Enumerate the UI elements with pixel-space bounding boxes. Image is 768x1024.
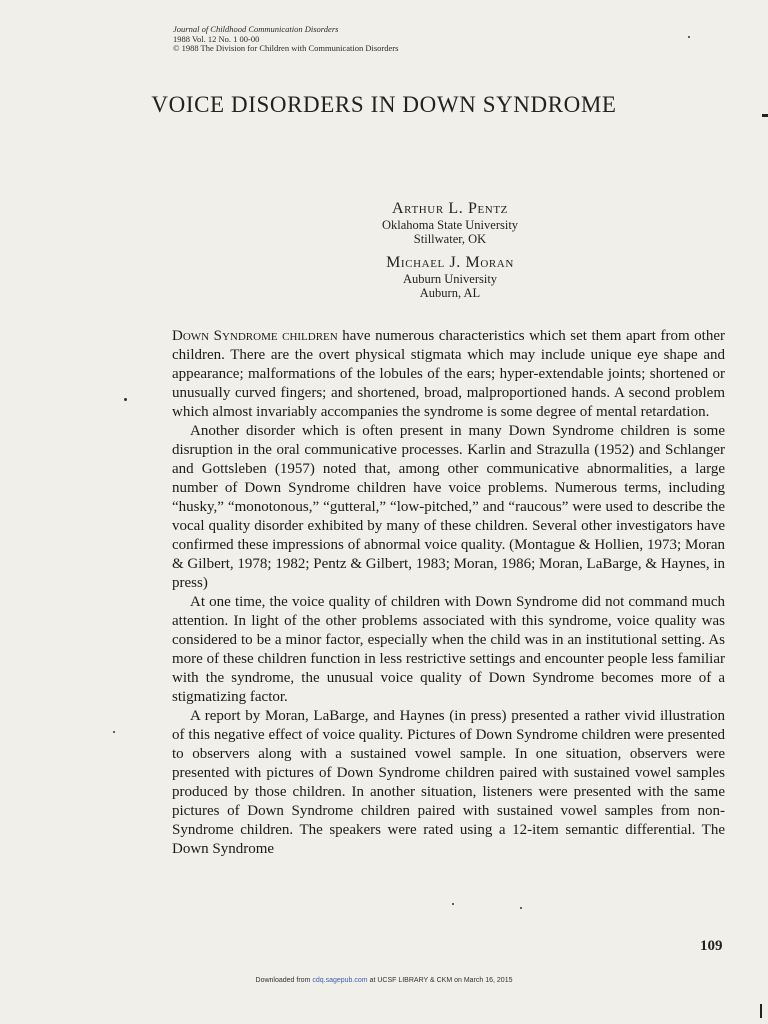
download-notice [0, 977, 768, 984]
author-block [300, 200, 600, 300]
journal-name: Journal of Childhood Communication Disorders [173, 24, 339, 34]
scan-speck [113, 731, 115, 733]
author-affiliation-1: Oklahoma State University [381, 218, 519, 232]
scan-edge-mark [762, 114, 768, 117]
paragraph-2: Another disorder which is often present in many Down Syndrome children is some disruption in the oral communicative processes. Karlin and Strazulla (1952) and Schlanger and Gottsleben (1957) noted that, among other communicative abnormalities, a large number of Down Syndrome children have voice problems. Numerous terms, including “husky,” “monotonous,” “gutteral,” “low-pitched,” and “raucous” were used to describe the vocal quality disorder exhibited by many of these children. Several other investigators have confirmed these impressions of abnormal voice quality. (Montague & Hollien, 1973; Moran & Gilbert, 1978; 1982; Pentz & Gilbert, 1983; Moran, 1986; Moran, LaBarge, & Haynes, in press) [172, 423, 725, 591]
paragraph-1 [172, 327, 725, 422]
scan-speck [520, 907, 522, 909]
author-name-2: Michael J. Moran [386, 254, 514, 271]
download-suffix: at UCSF LIBRARY & CKM on March 16, 2015 [369, 977, 513, 984]
paragraph-1-text: have numerous characteristics which set them apart from other children. There are the overt physical stigmata which may include unique eye shape and appearance; malformations of the lobules of the ears; hyper-extendable joints; shortened or unusually curved fingers; and shortened, broad, malproportioned hands. A second problem which almost invariably accompanies the syndrome is some degree of mental retardation. [172, 328, 725, 420]
download-prefix: Downloaded from [255, 977, 311, 984]
author-location-2: Auburn, AL [419, 286, 481, 300]
scan-edge-mark [760, 1004, 762, 1018]
scan-speck [452, 903, 454, 905]
paragraph-4: A report by Moran, LaBarge, and Haynes (in press) presented a rather vivid illustration of this negative effect of voice quality. Pictures of Down Syndrome children were presented to observers along with a sustained vowel sample. In one situation, observers were presented with pictures of Down Syndrome children paired with sustained vowel samples produced by those children. In another situation, listeners were presented with the same pictures of Down Syndrome children paired with sustained vowel samples from non-Syndrome children. The speakers were rated using a 12-item semantic differential. The Down Syndrome [172, 708, 725, 857]
paragraph-lead: Down Syndrome children [172, 328, 338, 344]
journal-issue: 1988 Vol. 12 No. 1 00-00 [173, 33, 260, 44]
page-number: 109 [700, 938, 723, 954]
author-name-1: Arthur L. Pentz [392, 200, 508, 217]
journal-header [173, 25, 398, 54]
body-text [172, 327, 725, 859]
scan-speck [688, 36, 690, 38]
author-affiliation-2: Auburn University [402, 272, 498, 286]
scan-speck [124, 398, 127, 401]
journal-copyright: © 1988 The Division for Children with Communication Disorders [173, 43, 399, 54]
author-location-1: Stillwater, OK [413, 232, 487, 246]
download-link[interactable]: cdq.sagepub.com [312, 977, 368, 984]
paper-title: VOICE DISORDERS IN DOWN SYNDROME [151, 92, 617, 117]
paragraph-3: At one time, the voice quality of children with Down Syndrome did not command much attention. In light of the other problems associated with this syndrome, voice quality was considered to be a minor factor, especially when the child was in an institutional setting. As more of these children function in less restrictive settings and encounter people less familiar with the syndrome, the unusual voice quality of Down Syndrome becomes more of a stigmatizing factor. [172, 594, 725, 705]
